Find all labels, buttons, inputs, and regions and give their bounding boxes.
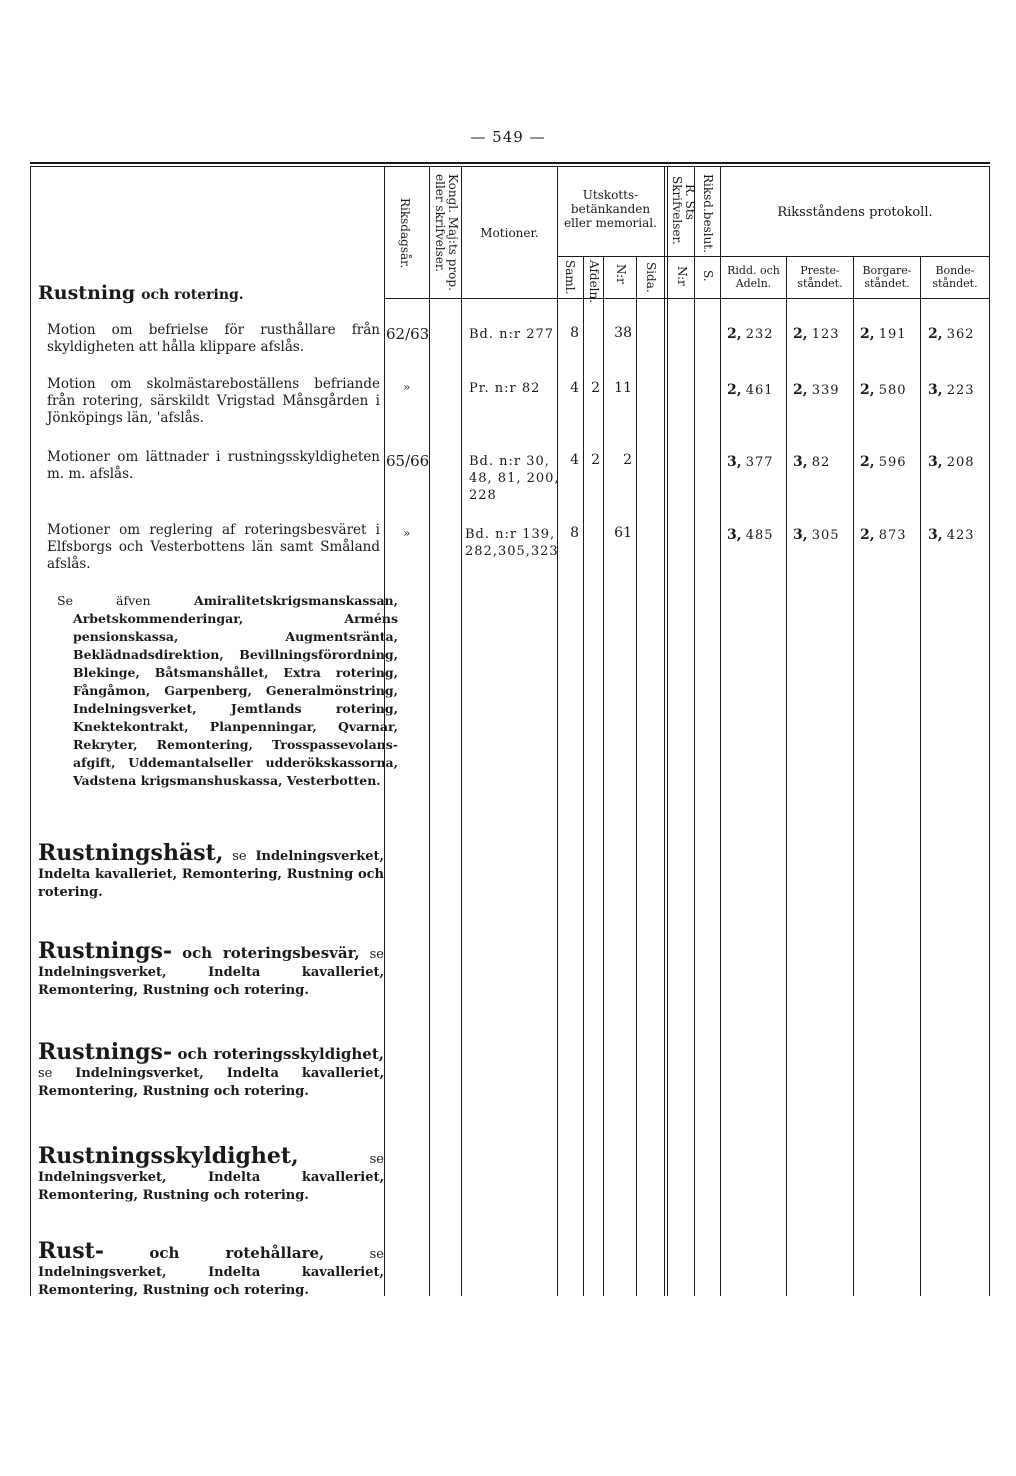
row-bonde: 3, 223 [928,382,975,398]
row-saml: 8 [570,525,579,541]
row-ridd: 3, 485 [727,527,774,543]
header-utskotts: Utskotts- betänkanden eller memorial. [564,188,657,230]
row-afdeln: 2 [591,452,600,468]
header-rsts-line2: Skrifvelser. [670,176,684,245]
cross-reference: Rustnings- och roteringsbesvär, se Indelningsverket, Indelta kavalleriet, Remontering, Rustning och rotering. [38,938,384,998]
header-protokoll: Riksståndens protokoll. [777,205,933,220]
header-riksdagsar: Riksdagsår. [398,198,412,269]
header-afdeln: Afdeln. [587,260,601,304]
cross-reference: Rustningsskyldighet, se Indelningsverket, Indelta kavalleriet, Remontering, Rustning och rotering. [38,1143,384,1203]
row-afdeln: 2 [591,380,600,396]
see-also: Se äfven Amiralitetskrigsmanskassan, Arbetskommenderingar, Arméns pensionskassa, Augmentsränta, Beklädnadsdirektion, Bevillningsförordning, Blekinge, Båtsmanshållet, Extra rotering, Fångåmon, Garpenberg, Generalmönstring, Indelningsverket, Jemtlands rotering, Knektekontrakt, Planpenningar, Qvarnar, Rekryter, Remontering, Trosspassevolans-afgift, Uddemantalseller udderökskassorna, Vadstena krigsmanshuskassa, Vesterbotten. [57,593,398,788]
header-riksdbeslut: Riksd.beslut. [701,174,715,253]
row-nr: 2 [623,452,632,468]
row-motion: Bd. n:r 30, 48, 81, 200, 228 [469,454,560,503]
row-saml: 4 [570,452,579,468]
row-year: » [403,526,411,540]
row-nr: 38 [614,325,632,341]
header-motioner: Motioner. [480,226,539,240]
header-ridd: Ridd. och Adeln. [727,264,780,290]
section-title: Rustning och rotering. [38,282,244,304]
header-rsts-nr: N:r [675,266,689,286]
row-ridd: 3, 377 [727,454,774,470]
row-motion: Pr. n:r 82 [469,381,541,396]
row-year: 65/66 [386,452,430,470]
table-row-text: Motion om skolmästareboställens befriande från rotering, särskildt Vrigstad Månsgården i Jönköpings län, 'afslås. [47,376,380,426]
row-saml: 8 [570,325,579,341]
row-preste: 3, 305 [793,527,840,543]
table-row-text: Motioner om reglering af roteringsbesväret i Elfsborgs och Vesterbottens län samt Småland afslås. [47,522,380,572]
page-number: — 549 — [470,128,546,146]
row-borgare: 2, 873 [860,527,907,543]
header-sida: Sida. [644,262,658,293]
header-kongl-line1: Kongl. Maj:ts prop. [446,174,460,291]
row-bonde: 3, 208 [928,454,975,470]
row-preste: 2, 123 [793,326,840,342]
header-saml: Saml. [563,260,577,295]
row-year: » [403,380,411,394]
row-motion: Bd. n:r 277 [469,327,555,342]
header-kongl-line2: eller skrifvelser. [433,174,447,273]
header-rsts-line1: R. Sts [683,184,697,220]
row-ridd: 2, 232 [727,326,774,342]
row-motion: Bd. n:r 139, 282,305,323 [465,527,559,559]
row-preste: 2, 339 [793,382,840,398]
row-borgare: 2, 596 [860,454,907,470]
row-year: 62/63 [386,325,430,343]
table-row-text: Motioner om lättnader i rustningsskyldigheten m. m. afslås. [47,449,380,482]
row-saml: 4 [570,380,579,396]
cross-reference: Rust- och rotehållare, se Indelningsverket, Indelta kavalleriet, Remontering, Rustning och rotering. [38,1238,384,1298]
header-preste: Preste- ståndet. [797,264,843,290]
row-bonde: 2, 362 [928,326,975,342]
header-bonde: Bonde- ståndet. [932,264,978,290]
row-nr: 11 [614,380,632,396]
row-borgare: 2, 580 [860,382,907,398]
cross-reference: Rustningshäst, se Indelningsverket, Indelta kavalleriet, Remontering, Rustning och rotering. [38,840,385,900]
row-bonde: 3, 423 [928,527,975,543]
row-preste: 3, 82 [793,454,831,470]
cross-reference: Rustnings- och roteringsskyldighet, se Indelningsverket, Indelta kavalleriet, Remontering, Rustning och rotering. [38,1039,384,1099]
row-nr: 61 [614,525,632,541]
header-borgare: Borgare- ståndet. [862,264,912,290]
row-borgare: 2, 191 [860,326,907,342]
table-row-text: Motion om befrielse för rusthållare från skyldigheten att hålla klippare afslås. [47,322,380,355]
row-ridd: 2, 461 [727,382,774,398]
header-utskott-nr: N:r [614,264,628,284]
header-riksdbeslut-s: S. [701,270,715,282]
